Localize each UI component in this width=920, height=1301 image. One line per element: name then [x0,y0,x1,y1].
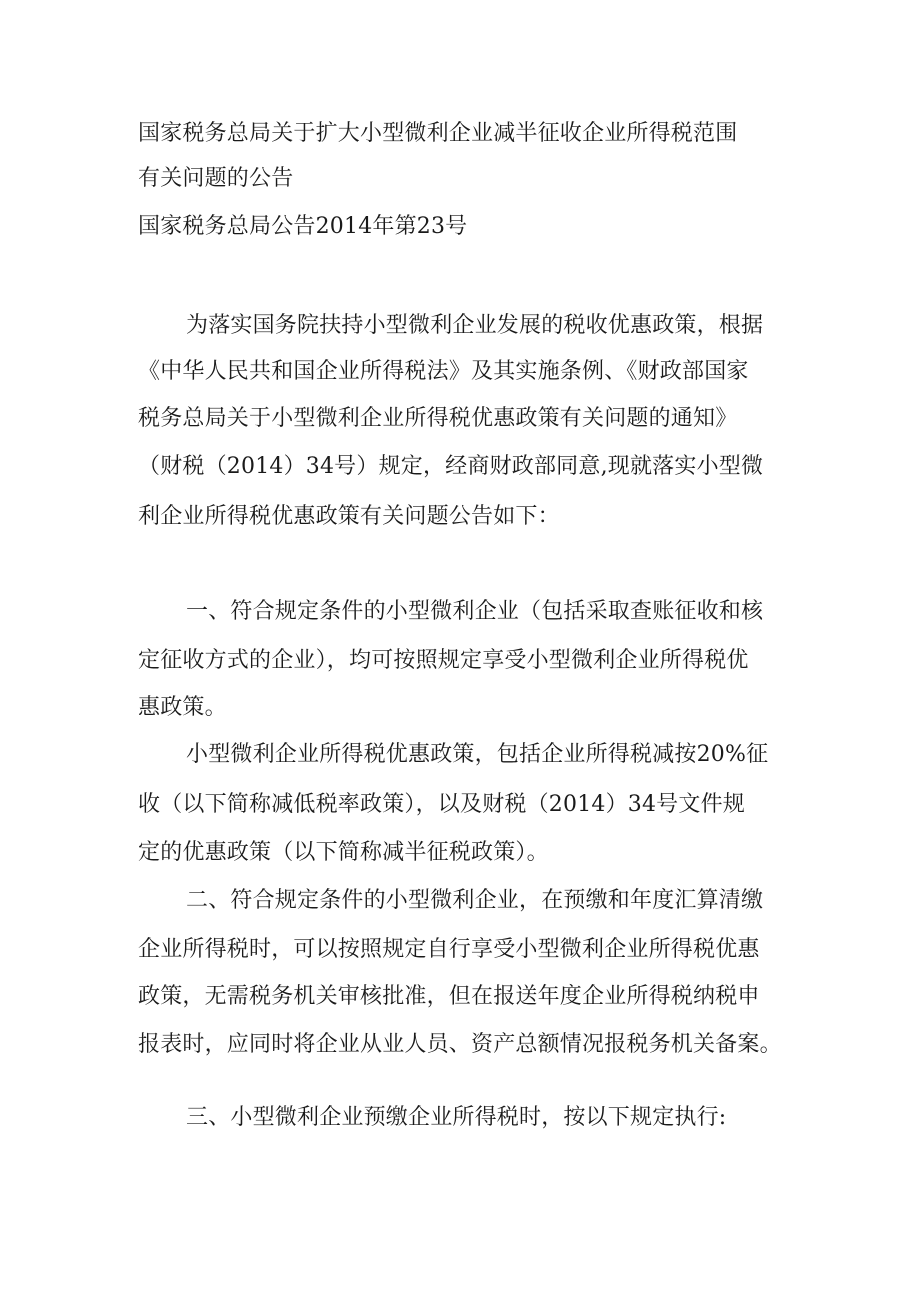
section2-line-1: 二、符合规定条件的小型微利企业，在预缴和年度汇算清缴 [186,888,764,913]
document-title-line-2: 有关问题的公告 [138,166,294,191]
document-title-line-1: 国家税务总局关于扩大小型微利企业减半征收企业所得税范围 [138,121,738,146]
intro-line-1: 为落实国务院扶持小型微利企业发展的税收优惠政策，根据 [186,313,764,338]
section1-line-3: 惠政策。 [138,695,227,720]
section1-line-1: 一、符合规定条件的小型微利企业（包括采取查账征收和核 [186,599,764,624]
document-number: 国家税务总局公告2014年第23号 [138,214,468,239]
section1-para2-line-2: 收（以下简称减低税率政策），以及财税（2014）34号文件规 [138,792,745,817]
section2-line-2: 企业所得税时，可以按照规定自行享受小型微利企业所得税优惠 [138,937,760,962]
section3-line-1: 三、小型微利企业预缴企业所得税时，按以下规定执行: [186,1105,727,1130]
intro-line-4: （财税（2014）34号）规定，经商财政部同意,现就落实小型微 [138,454,764,479]
intro-line-2: 《中华人民共和国企业所得税法》及其实施条例、《财政部国家 [138,359,749,384]
section1-para2-line-3: 定的优惠政策（以下简称减半征税政策）。 [138,840,549,865]
intro-line-3: 税务总局关于小型微利企业所得税优惠政策有关问题的通知》 [138,406,738,431]
section1-line-2: 定征收方式的企业），均可按照规定享受小型微利企业所得税优 [138,648,749,673]
section2-line-3: 政策，无需税务机关审核批准，但在报送年度企业所得税纳税申 [138,984,760,1009]
section1-para2-line-1: 小型微利企业所得税优惠政策，包括企业所得税减按20%征 [186,742,769,767]
section2-line-4: 报表时，应同时将企业从业人员、资产总额情况报税务机关备案。 [138,1032,782,1057]
intro-line-5: 利企业所得税优惠政策有关问题公告如下： [138,504,560,529]
